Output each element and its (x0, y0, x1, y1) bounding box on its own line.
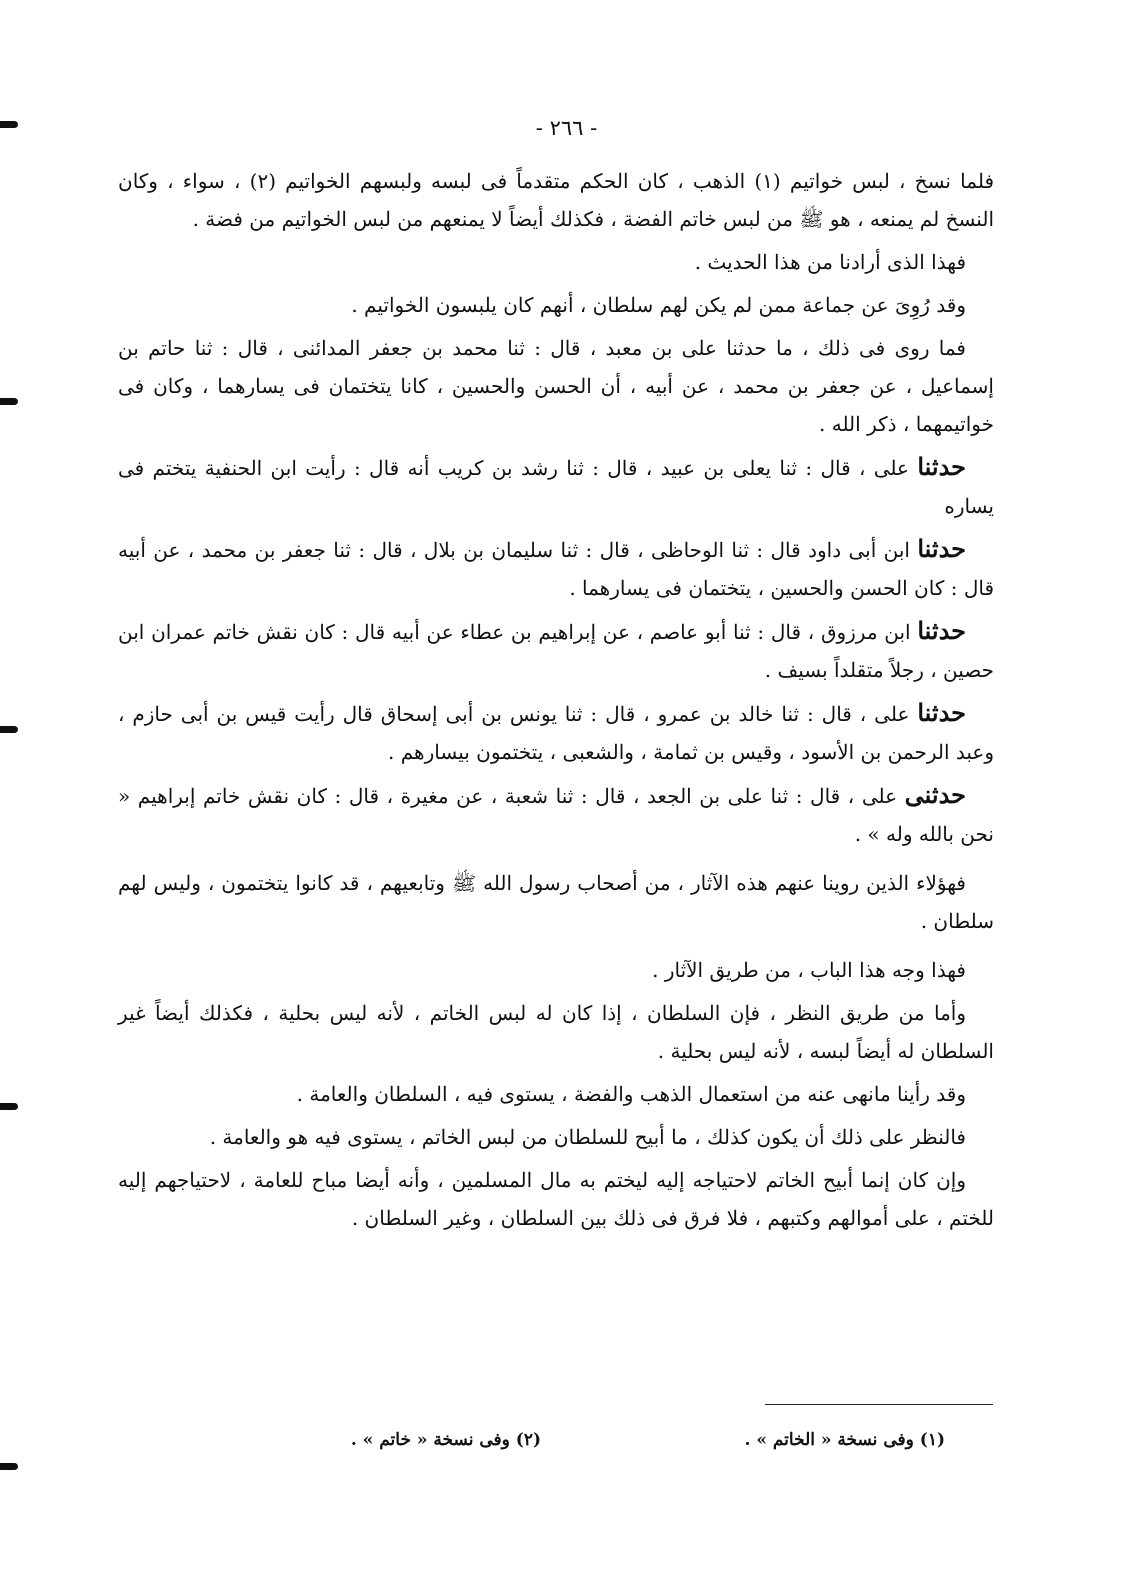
footnote-1: (١) وفى نسخة « الخاتم » . (744, 1430, 945, 1450)
hadith-7: حدثنا ابن مرزوق ، قال : ثنا أبو عاصم ، عن إبراهيم بن عطاء عن أبيه قال : كان نقش خاتم عمران ابن حصين ، رجلاً متقلداً بسيف . (118, 616, 994, 682)
paragraph-14: فالنظر على ذلك أن يكون كذلك ، ما أبيح للسلطان من لبس الخاتم ، يستوى فيه هو والعامة . (209, 1125, 966, 1149)
paragraph-12: وأما من طريق النظر ، فإن السلطان ، إذا كان له لبس الخاتم ، لأنه ليس بحلية ، فكذلك أيضاً غير السلطان له أيضاً لبسه ، لأنه ليس بحلية . (118, 1001, 994, 1063)
scan-edge-mark (0, 726, 18, 733)
main-text (118, 162, 994, 1242)
scan-edge-mark (0, 1463, 18, 1470)
hadith-lead-word: حدثنا (917, 534, 967, 563)
footnote-2: (٢) وفى نسخة « خاتم » . (350, 1430, 541, 1450)
hadith-9: حدثنى على ، قال : ثنا على بن الجعد ، قال : ثنا شعبة ، عن مغيرة ، قال : كان نقش خاتم إبراهيم « نحن بالله وله » . (118, 780, 994, 846)
paragraph-4: فما روى فى ذلك ، ما حدثنا على بن معبد ، قال : ثنا محمد بن جعفر المدائنى ، قال : ثنا حاتم بن إسماعيل ، عن جعفر بن محمد ، عن أبيه ، أن الحسن والحسين ، كانا يتختمان فى يسارهما ، وكان فى خواتيمهما ، ذكر الله . (118, 336, 994, 436)
hadith-5: حدثنا على ، قال : ثنا يعلى بن عبيد ، قال : ثنا رشد بن كريب أنه قال : رأيت ابن الحنفية يتختم فى يساره (118, 452, 994, 518)
paragraph-1: فلما نسخ ، لبس خواتيم (١) الذهب ، كان الحكم متقدماً فى لبسه ولبسهم الخواتيم (٢) ، سواء ، وكان النسخ لم يمنعه ، هو ﷺ من لبس خاتم الفضة ، فكذلك أيضاً لا يمنعهم من لبس الخواتيم من فضة . (118, 169, 995, 231)
page-number: - ٢٦٦ - (535, 116, 598, 140)
scan-edge-mark (0, 398, 18, 405)
paragraph-10: فهؤلاء الذين روينا عنهم هذه الآثار ، من أصحاب رسول الله ﷺ وتابعيهم ، قد كانوا يتختمون ، وليس لهم سلطان . (118, 871, 994, 933)
paragraph-3: وقد رُوِىَ عن جماعة ممن لم يكن لهم سلطان ، أنهم كان يلبسون الخواتيم . (351, 293, 966, 317)
hadith-lead-word: حدثنى (904, 780, 966, 809)
hadith-8: حدثنا على ، قال : ثنا خالد بن عمرو ، قال : ثنا يونس بن أبى إسحاق قال رأيت قيس بن أبى حازم ، وعبد الرحمن بن الأسود ، وقيس بن ثمامة ، والشعبى ، يتختمون بيسارهم . (118, 698, 994, 764)
hadith-lead-word: حدثنا (917, 452, 967, 481)
hadith-lead-word: حدثنا (917, 616, 966, 645)
scan-edge-mark (0, 1103, 18, 1110)
hadith-6: حدثنا ابن أبى داود قال : ثنا الوحاظى ، قال : ثنا سليمان بن بلال ، قال : ثنا جعفر بن محمد ، عن أبيه قال : كان الحسن والحسين ، يتختمان فى يسارهما . (118, 534, 994, 600)
hadith-lead-word: حدثنا (917, 698, 967, 727)
paragraph-2: فهذا الذى أرادنا من هذا الحديث . (694, 250, 966, 274)
footnote-divider (765, 1404, 993, 1405)
paragraph-13: وقد رأينا مانهى عنه من استعمال الذهب والفضة ، يستوى فيه ، السلطان والعامة . (296, 1082, 966, 1106)
paragraph-11: فهذا وجه هذا الباب ، من طريق الآثار . (652, 958, 966, 982)
paragraph-15: وإن كان إنما أبيح الخاتم لاحتياجه إليه ليختم به مال المسلمين ، وأنه أيضا مباح للعامة ، لاحتياجهم إليه للختم ، على أموالهم وكتبهم ، فلا فرق فى ذلك بين السلطان ، وغير السلطان . (118, 1168, 994, 1230)
